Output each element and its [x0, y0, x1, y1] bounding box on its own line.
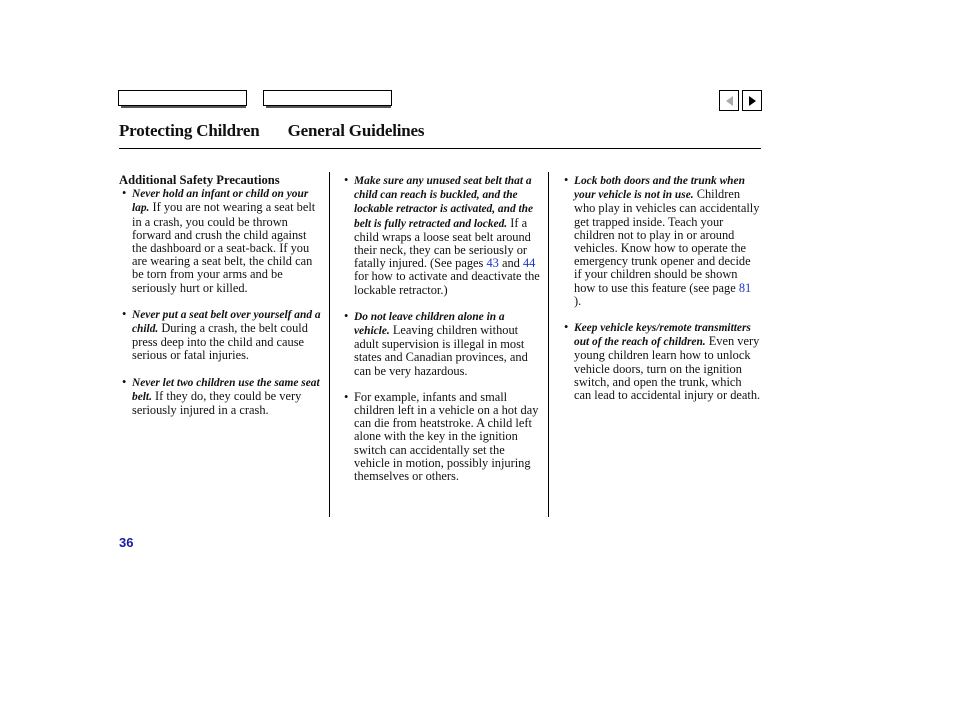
- item-lead: Lock both doors and the trunk when your vehicle is not in use.: [574, 175, 745, 202]
- bullet-icon: •: [344, 173, 349, 187]
- page-link-44[interactable]: 44: [522, 256, 536, 271]
- list-item: [341, 174, 541, 297]
- page-link-43[interactable]: 43: [486, 256, 499, 271]
- chapter-title: Protecting Children: [119, 121, 260, 140]
- item-lead: Make sure any unused seat belt that a child can reach is buckled, and the lockable retractor is activated, and the belt is fully retracted and locked.: [354, 175, 534, 230]
- list-item: [341, 310, 541, 378]
- bullet-icon: •: [344, 308, 349, 323]
- item-text: Even very young children learn how to unlock vehicle doors, turn on the ignition switch, and open the trunk, which can lead to accidental injury or death.: [574, 334, 761, 403]
- sub-heading: Additional Safety Precautions: [119, 173, 280, 187]
- list-item: [341, 391, 541, 483]
- list-item: [561, 174, 761, 308]
- item-text: If a child wraps a loose seat belt around their neck, they can be seriously or fatally injured. (See pages: [354, 215, 531, 271]
- page-link-81[interactable]: 81: [738, 280, 752, 295]
- item-text: ).: [574, 293, 582, 308]
- page-number: 36: [119, 535, 134, 550]
- item-text: Leaving children without adult supervision is illegal in most states and Canadian provinces, and can be very hazardous.: [354, 323, 528, 378]
- list-item: [119, 308, 324, 363]
- prev-page-button[interactable]: [719, 90, 739, 111]
- column-divider: [329, 172, 330, 517]
- column-1: [119, 174, 324, 430]
- nav-box-index[interactable]: [263, 90, 392, 106]
- item-text: If you are not wearing a seat belt in a crash, you could be thrown forward and crush the child against the dashboard or a seat-back. If you are wearing a seat belt, the child can be torn from your arms and be seriously hurt or killed.: [132, 200, 316, 295]
- column-3: [561, 174, 761, 415]
- column-2: [341, 174, 541, 496]
- triangle-right-icon: [749, 96, 756, 106]
- item-lead: Do not leave children alone in a vehicle.: [354, 310, 505, 338]
- section-title: General Guidelines: [287, 121, 425, 140]
- item-text: If they do, they could be very seriously injured in a crash.: [132, 388, 302, 418]
- bullet-icon: •: [564, 320, 569, 335]
- item-text: for how to activate and deactivate the lockable retractor.): [354, 269, 540, 297]
- bullet-icon: •: [122, 186, 127, 201]
- next-page-button[interactable]: [742, 90, 762, 111]
- header-rule: [119, 148, 761, 149]
- item-text: and: [498, 256, 523, 271]
- bullet-icon: •: [564, 173, 569, 187]
- bullet-icon: •: [344, 389, 349, 404]
- item-lead: Keep vehicle keys/remote transmitters out of the reach of children.: [574, 322, 751, 349]
- item-lead: Never let two children use the same seat belt.: [132, 376, 320, 403]
- column-divider: [548, 172, 549, 517]
- list-item: [119, 187, 324, 295]
- item-text: Children who play in vehicles can accidentally get trapped inside. Teach your children not to play in or around vehicles. Know how to operate the emergency trunk opener and decide if your children should be shown how to use this feature (see page: [574, 187, 760, 295]
- item-text: During a crash, the belt could press deep into the child and cause serious or fatal injuries.: [132, 321, 308, 363]
- bullet-icon: •: [122, 306, 127, 321]
- list-item: [119, 376, 324, 418]
- nav-box-contents[interactable]: [118, 90, 247, 106]
- page-header: [119, 121, 424, 141]
- triangle-left-icon: [726, 96, 733, 106]
- item-lead: Never put a seat belt over yourself and a child.: [132, 308, 321, 336]
- bullet-icon: •: [122, 374, 127, 389]
- item-lead: Never hold an infant or child on your lap.: [132, 188, 309, 215]
- item-text: For example, infants and small children left in a vehicle on a hot day can die from heatstroke. A child left alone with the key in the ignition switch can accidentally set the vehicle in motion, possibly injuring themselves or others.: [354, 389, 539, 484]
- list-item: [561, 321, 761, 402]
